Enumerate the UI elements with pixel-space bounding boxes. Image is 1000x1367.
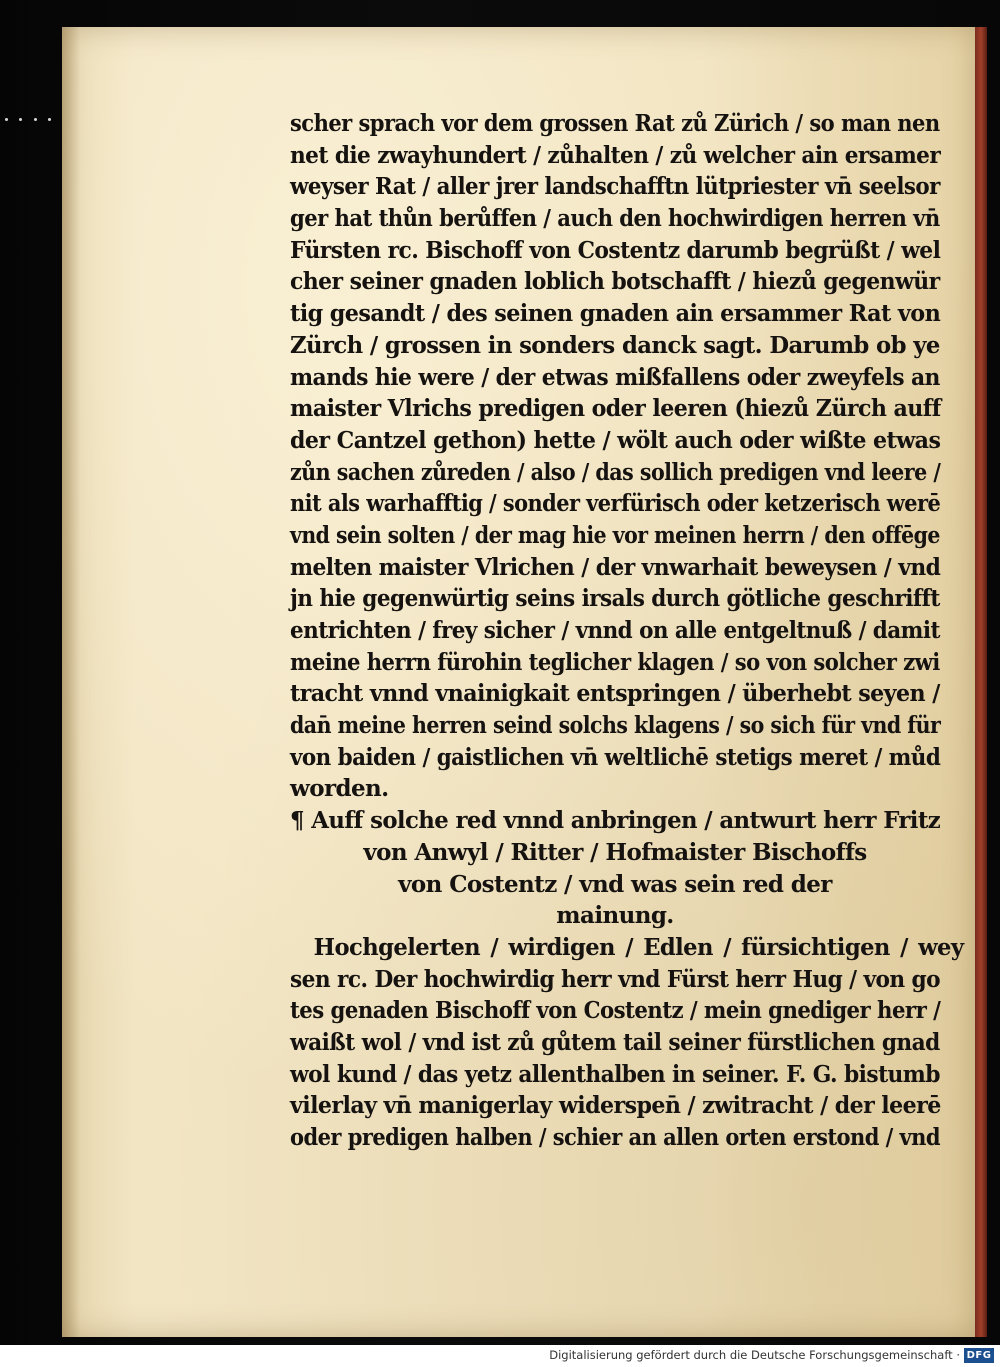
text-line: vnd sein solten / der mag hie vor meinen herrn / den offēge — [290, 521, 940, 549]
page-edge-shadow — [62, 27, 80, 1337]
text-line: oder predigen halben / schier an allen orten erstond / vnd — [290, 1124, 941, 1151]
text-line: von baiden / gaistlichen vn̄ weltlichē stetigs meret / můd — [290, 743, 941, 771]
text-line: ger hat thůn berůffen / auch den hochwirdigen herren vn̄ — [290, 205, 940, 233]
text-line: waißt wol / vnd ist zů gůtem tail seiner fürstlichen gnad — [290, 1028, 940, 1056]
text-line: tig gesandt / des seinen gnaden ain ersammer Rat von — [290, 300, 941, 328]
text-line: net die zwayhundert / zůhalten / zů welcher ain ersamer — [290, 141, 941, 169]
text-line: weyser Rat / aller jrer landschafftn lütpriester vn̄ seelsor — [290, 173, 940, 201]
text-line: Hochgelerten / wirdigen / Edlen / fürsichtigen / wey — [313, 933, 964, 961]
text-line: der Cantzel gethon) hette / wölt auch oder wißte etwas — [290, 426, 941, 454]
footer-credit: Digitalisierung gefördert durch die Deutsche Forschungsgemeinschaft · — [549, 1348, 960, 1362]
dust-speck — [34, 118, 37, 121]
text-line: meine herrn fürohin teglicher klagen / so von solcher zwi — [290, 648, 940, 676]
text-line: zůn sachen zůreden / also / das sollich predigen vnd leere / — [290, 458, 941, 486]
text-line: Fürsten rc. Bischoff von Costentz darumb begrüßt / wel — [290, 236, 941, 264]
text-line: tracht vnnd vnainigkait entspringen / überhebt seyen / — [290, 680, 940, 708]
text-line: cher seiner gnaden loblich botschafft / hiezů gegenwür — [290, 268, 940, 296]
dust-speck — [48, 118, 51, 121]
text-line: tes genaden Bischoff von Costentz / mein gnediger herr / — [290, 997, 941, 1025]
text-line: entrichten / frey sicher / vnnd on alle entgeltnuß / damit — [290, 617, 940, 644]
text-line: sen rc. Der hochwirdig herr vnd Fürst herr Hug / von go — [290, 965, 941, 993]
text-line: melten maister Vlrichen / der vnwarhait beweysen / vnd — [290, 553, 941, 581]
section-heading-line: mainung. — [556, 902, 674, 930]
section-heading-line: von Costentz / vnd was sein red der — [398, 870, 832, 898]
section-heading-line: ¶ Auff solche red vnnd anbringen / antwurt herr Fritz — [290, 807, 941, 835]
dfg-logo: DFG — [964, 1348, 994, 1363]
text-line: jn hie gegenwürtig seins irsals durch götliche geschrifft — [290, 585, 940, 613]
page-text — [290, 108, 964, 1154]
text-line: dan̄ meine herren seind solchs klagens / so sich für vnd für — [290, 712, 941, 740]
text-line: Zürch / grossen in sonders danck sagt. Darumb ob ye — [290, 331, 940, 359]
text-line: scher sprach vor dem grossen Rat zů Zürich / so man nen — [290, 110, 940, 137]
dust-speck — [5, 118, 8, 121]
footer-bar — [0, 1345, 1000, 1367]
text-line: wol kund / das yetz allenthalben in seiner. F. G. bistumb — [290, 1060, 940, 1088]
text-line: vilerlay vn̄ manigerlay widerspen̄ / zwitracht / der leerē — [290, 1092, 941, 1120]
book-binding — [975, 27, 987, 1337]
text-line: maister Vlrichs predigen oder leeren (hiezů Zürch auff — [290, 395, 941, 423]
dust-speck — [19, 118, 22, 121]
text-line: worden. — [290, 775, 389, 803]
section-heading-line: von Anwyl / Ritter / Hofmaister Bischoffs — [363, 838, 867, 866]
text-line: mands hie were / der etwas mißfallens oder zweyfels an — [290, 363, 940, 391]
text-line: nit als warhafftig / sonder verfürisch oder ketzerisch werē — [290, 490, 941, 518]
